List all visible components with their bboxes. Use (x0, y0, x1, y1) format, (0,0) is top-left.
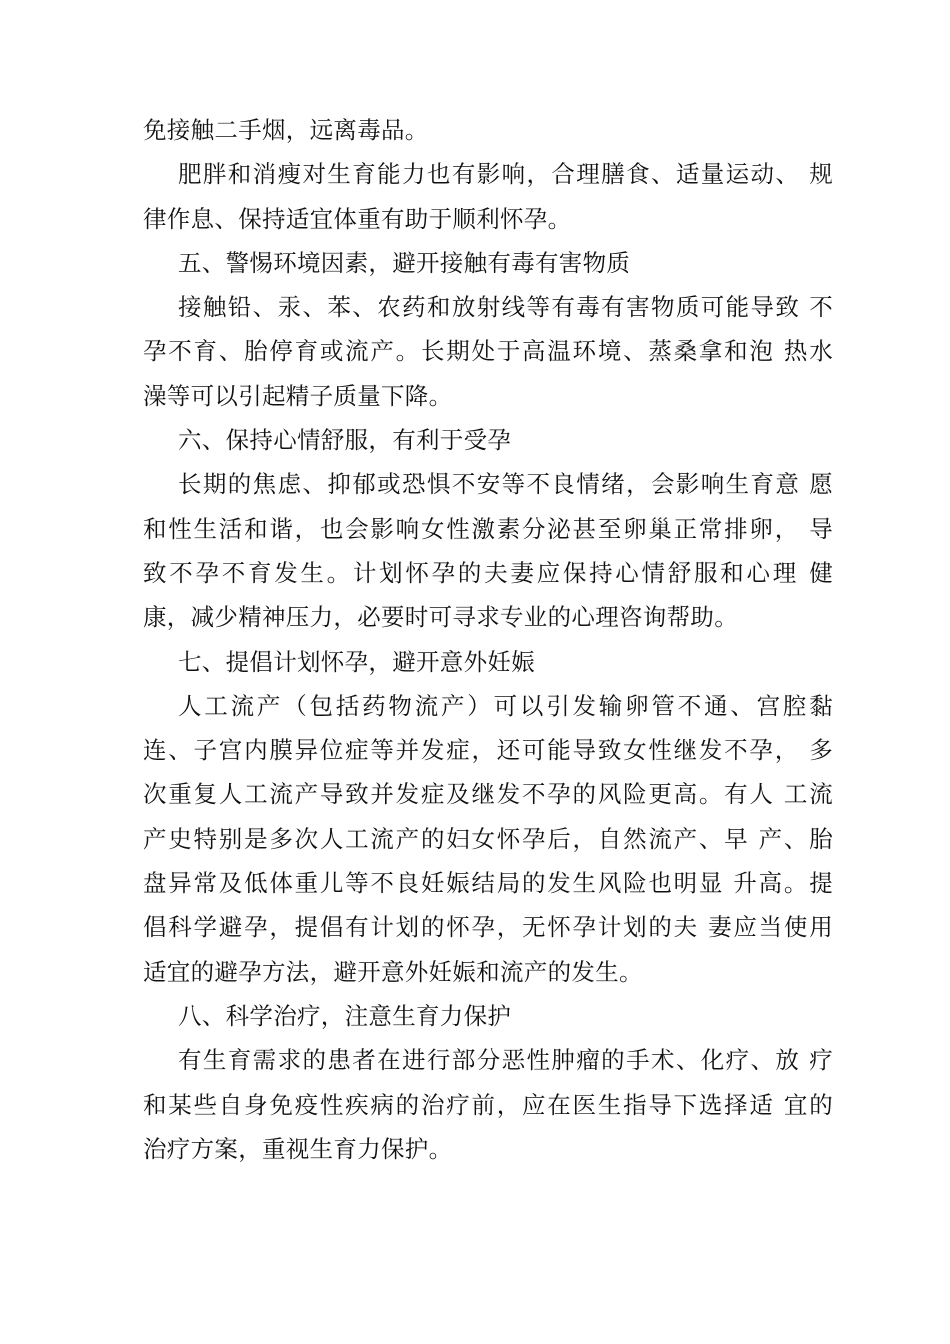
text-line: 澡等可以引起精子质量下降。 (143, 381, 453, 410)
text-line: 孕不育、胎停育或流产。长期处于高温环境、蒸桑拿和泡 热水 (143, 337, 833, 366)
text-line: 律作息、保持适宜体重有助于顺利怀孕。 (143, 204, 572, 233)
text-line: 适宜的避孕方法，避开意外妊娠和流产的发生。 (143, 957, 643, 986)
text-line: 倡科学避孕，提倡有计划的怀孕，无怀孕计划的夫 妻应当使用 (143, 913, 833, 942)
text-line: 康，减少精神压力，必要时可寻求专业的心理咨询帮助。 (143, 603, 738, 632)
paragraph-line: 肥胖和消瘦对生育能力也有影响，合理膳食、适量运动、 规 (178, 160, 833, 189)
text-line: 盘异常及低体重儿等不良妊娠结局的发生风险也明显 升高。提 (143, 869, 833, 898)
text-line: 次重复人工流产导致并发症及继发不孕的风险更高。有人 工流 (143, 780, 833, 809)
text-line: 治疗方案，重视生育力保护。 (143, 1134, 453, 1163)
paragraph-line: 人工流产（包括药物流产）可以引发输卵管不通、宫腔黏 (178, 691, 833, 720)
text-line: 免接触二手烟，远离毒品。 (143, 116, 429, 144)
text-line: 连、子宫内膜异位症等并发症，还可能导致女性继发不孕， 多 (143, 736, 833, 765)
text-line: 致不孕不育发生。计划怀孕的夫妻应保持心情舒服和心理 健 (143, 558, 833, 587)
text-line: 产史特别是多次人工流产的妇女怀孕后，自然流产、早 产、胎 (143, 824, 833, 853)
document-body (143, 108, 833, 1171)
text-line: 和某些自身免疫性疾病的治疗前，应在医生指导下选择适 宜的 (143, 1090, 833, 1119)
section-heading: 八、科学治疗，注意生育力保护 (178, 1001, 512, 1030)
paragraph-line: 接触铅、汞、苯、农药和放射线等有毒有害物质可能导致 不 (178, 293, 833, 322)
section-heading: 五、警惕环境因素，避开接触有毒有害物质 (178, 248, 631, 277)
paragraph-line: 长期的焦虑、抑郁或恐惧不安等不良情绪，会影响生育意 愿 (178, 470, 833, 499)
section-heading: 七、提倡计划怀孕，避开意外妊娠 (178, 647, 535, 676)
text-line: 和性生活和谐，也会影响女性激素分泌甚至卵巢正常排卵， 导 (143, 514, 833, 543)
section-heading: 六、保持心情舒服，有利于受孕 (178, 426, 512, 455)
paragraph-line: 有生育需求的患者在进行部分恶性肿瘤的手术、化疗、放 疗 (178, 1046, 833, 1075)
